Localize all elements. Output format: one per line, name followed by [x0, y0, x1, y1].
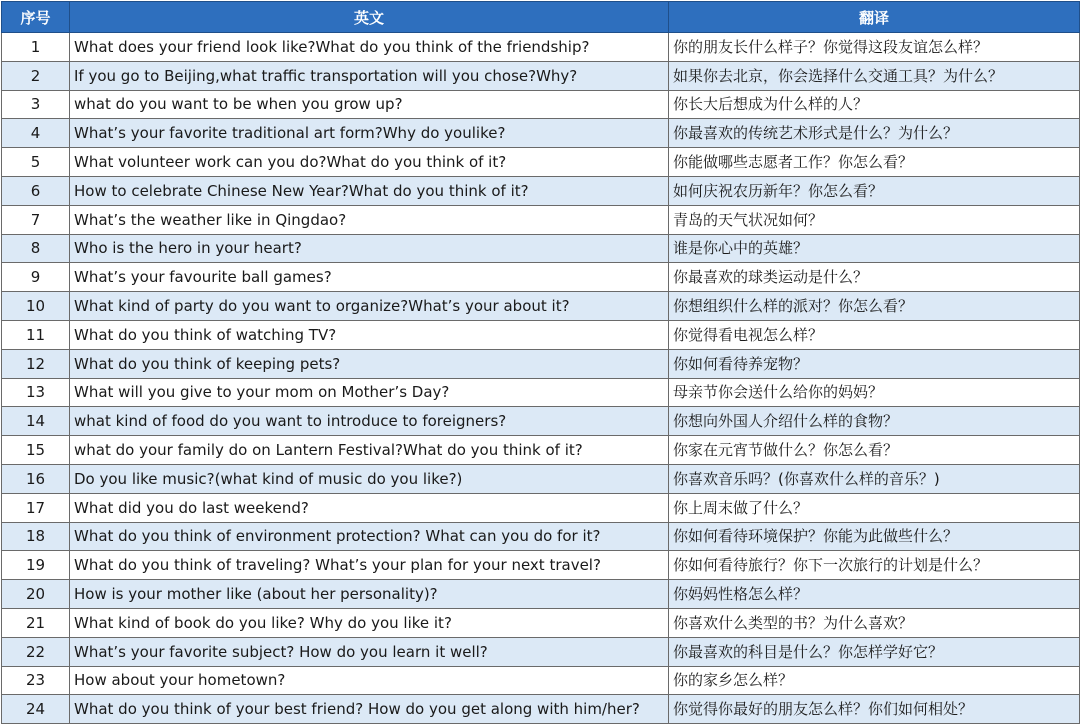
row-number: 3 — [2, 90, 70, 119]
table-row — [2, 234, 1080, 263]
row-translation: 你的朋友长什么样子？你觉得这段友谊怎么样？ — [669, 33, 1080, 62]
table-row — [2, 176, 1080, 205]
table-row — [2, 695, 1080, 724]
row-number: 15 — [2, 436, 70, 465]
row-translation: 你喜欢音乐吗？(你喜欢什么样的音乐？) — [669, 464, 1080, 493]
row-number: 9 — [2, 263, 70, 292]
row-english: What do you think of your best friend? How do you get along with him/her? — [70, 695, 669, 724]
row-english: Do you like music?(what kind of music do you like?) — [70, 464, 669, 493]
table-row — [2, 464, 1080, 493]
row-number: 11 — [2, 320, 70, 349]
row-english: If you go to Beijing,what traffic transportation will you chose?Why? — [70, 61, 669, 90]
row-english: What do you think of traveling? What’s your plan for your next travel? — [70, 551, 669, 580]
row-number: 21 — [2, 608, 70, 637]
row-number: 12 — [2, 349, 70, 378]
row-english: What’s your favourite ball games? — [70, 263, 669, 292]
row-english: What do you think of watching TV? — [70, 320, 669, 349]
table-row — [2, 551, 1080, 580]
row-translation: 你喜欢什么类型的书？为什么喜欢？ — [669, 608, 1080, 637]
row-number: 4 — [2, 119, 70, 148]
table-row — [2, 436, 1080, 465]
row-number: 18 — [2, 522, 70, 551]
row-number: 16 — [2, 464, 70, 493]
row-translation: 你的家乡怎么样？ — [669, 666, 1080, 695]
row-english: How is your mother like (about her personality)? — [70, 580, 669, 609]
table-row — [2, 522, 1080, 551]
row-english: What will you give to your mom on Mother’s Day? — [70, 378, 669, 407]
row-translation: 谁是你心中的英雄？ — [669, 234, 1080, 263]
row-translation: 你上周末做了什么？ — [669, 493, 1080, 522]
table-row — [2, 608, 1080, 637]
row-english: What do you think of environment protection? What can you do for it? — [70, 522, 669, 551]
table-row — [2, 33, 1080, 62]
table-row — [2, 320, 1080, 349]
row-translation: 你最喜欢的球类运动是什么？ — [669, 263, 1080, 292]
row-english: what do you want to be when you grow up? — [70, 90, 669, 119]
row-translation: 青岛的天气状况如何？ — [669, 205, 1080, 234]
row-translation: 如果你去北京，你会选择什么交通工具？为什么？ — [669, 61, 1080, 90]
header-number: 序号 — [2, 2, 70, 33]
row-translation: 你想组织什么样的派对？你怎么看？ — [669, 292, 1080, 321]
header-english: 英文 — [70, 2, 669, 33]
table-row — [2, 90, 1080, 119]
table-row — [2, 407, 1080, 436]
table-row — [2, 292, 1080, 321]
row-translation: 你想向外国人介绍什么样的食物？ — [669, 407, 1080, 436]
table-row — [2, 148, 1080, 177]
table-row — [2, 205, 1080, 234]
row-english: What’s your favorite traditional art form?Why do youlike? — [70, 119, 669, 148]
row-translation: 你妈妈性格怎么样？ — [669, 580, 1080, 609]
table-row — [2, 493, 1080, 522]
row-number: 6 — [2, 176, 70, 205]
header-translation: 翻译 — [669, 2, 1080, 33]
question-table — [1, 1, 1080, 724]
row-number: 22 — [2, 637, 70, 666]
row-english: what do your family do on Lantern Festival?What do you think of it? — [70, 436, 669, 465]
row-number: 20 — [2, 580, 70, 609]
table-row — [2, 263, 1080, 292]
row-english: How to celebrate Chinese New Year?What do you think of it? — [70, 176, 669, 205]
row-english: What kind of book do you like? Why do you like it? — [70, 608, 669, 637]
row-translation: 你觉得你最好的朋友怎么样？你们如何相处？ — [669, 695, 1080, 724]
row-english: what kind of food do you want to introduce to foreigners? — [70, 407, 669, 436]
row-translation: 你如何看待旅行？你下一次旅行的计划是什么？ — [669, 551, 1080, 580]
row-number: 24 — [2, 695, 70, 724]
table-row — [2, 580, 1080, 609]
table-row — [2, 61, 1080, 90]
table-header-row — [2, 2, 1080, 33]
row-number: 5 — [2, 148, 70, 177]
row-number: 2 — [2, 61, 70, 90]
row-translation: 你最喜欢的传统艺术形式是什么？为什么？ — [669, 119, 1080, 148]
row-english: What did you do last weekend? — [70, 493, 669, 522]
table-row — [2, 119, 1080, 148]
row-english: What’s your favorite subject? How do you learn it well? — [70, 637, 669, 666]
row-english: What volunteer work can you do?What do you think of it? — [70, 148, 669, 177]
row-translation: 你觉得看电视怎么样？ — [669, 320, 1080, 349]
row-english: What’s the weather like in Qingdao? — [70, 205, 669, 234]
row-translation: 你如何看待环境保护？你能为此做些什么？ — [669, 522, 1080, 551]
row-english: What kind of party do you want to organize?What’s your about it? — [70, 292, 669, 321]
row-translation: 你长大后想成为什么样的人？ — [669, 90, 1080, 119]
table-row — [2, 666, 1080, 695]
row-translation: 你家在元宵节做什么？你怎么看？ — [669, 436, 1080, 465]
row-number: 7 — [2, 205, 70, 234]
row-number: 1 — [2, 33, 70, 62]
row-translation: 你如何看待养宠物？ — [669, 349, 1080, 378]
table-row — [2, 349, 1080, 378]
row-number: 10 — [2, 292, 70, 321]
row-translation: 你能做哪些志愿者工作？你怎么看？ — [669, 148, 1080, 177]
row-english: Who is the hero in your heart? — [70, 234, 669, 263]
row-english: What does your friend look like?What do you think of the friendship? — [70, 33, 669, 62]
row-number: 13 — [2, 378, 70, 407]
row-translation: 你最喜欢的科目是什么？你怎样学好它？ — [669, 637, 1080, 666]
row-translation: 母亲节你会送什么给你的妈妈？ — [669, 378, 1080, 407]
row-number: 23 — [2, 666, 70, 695]
row-number: 14 — [2, 407, 70, 436]
row-english: How about your hometown? — [70, 666, 669, 695]
row-number: 19 — [2, 551, 70, 580]
table-row — [2, 378, 1080, 407]
row-translation: 如何庆祝农历新年？你怎么看？ — [669, 176, 1080, 205]
table-row — [2, 637, 1080, 666]
row-english: What do you think of keeping pets? — [70, 349, 669, 378]
row-number: 8 — [2, 234, 70, 263]
row-number: 17 — [2, 493, 70, 522]
